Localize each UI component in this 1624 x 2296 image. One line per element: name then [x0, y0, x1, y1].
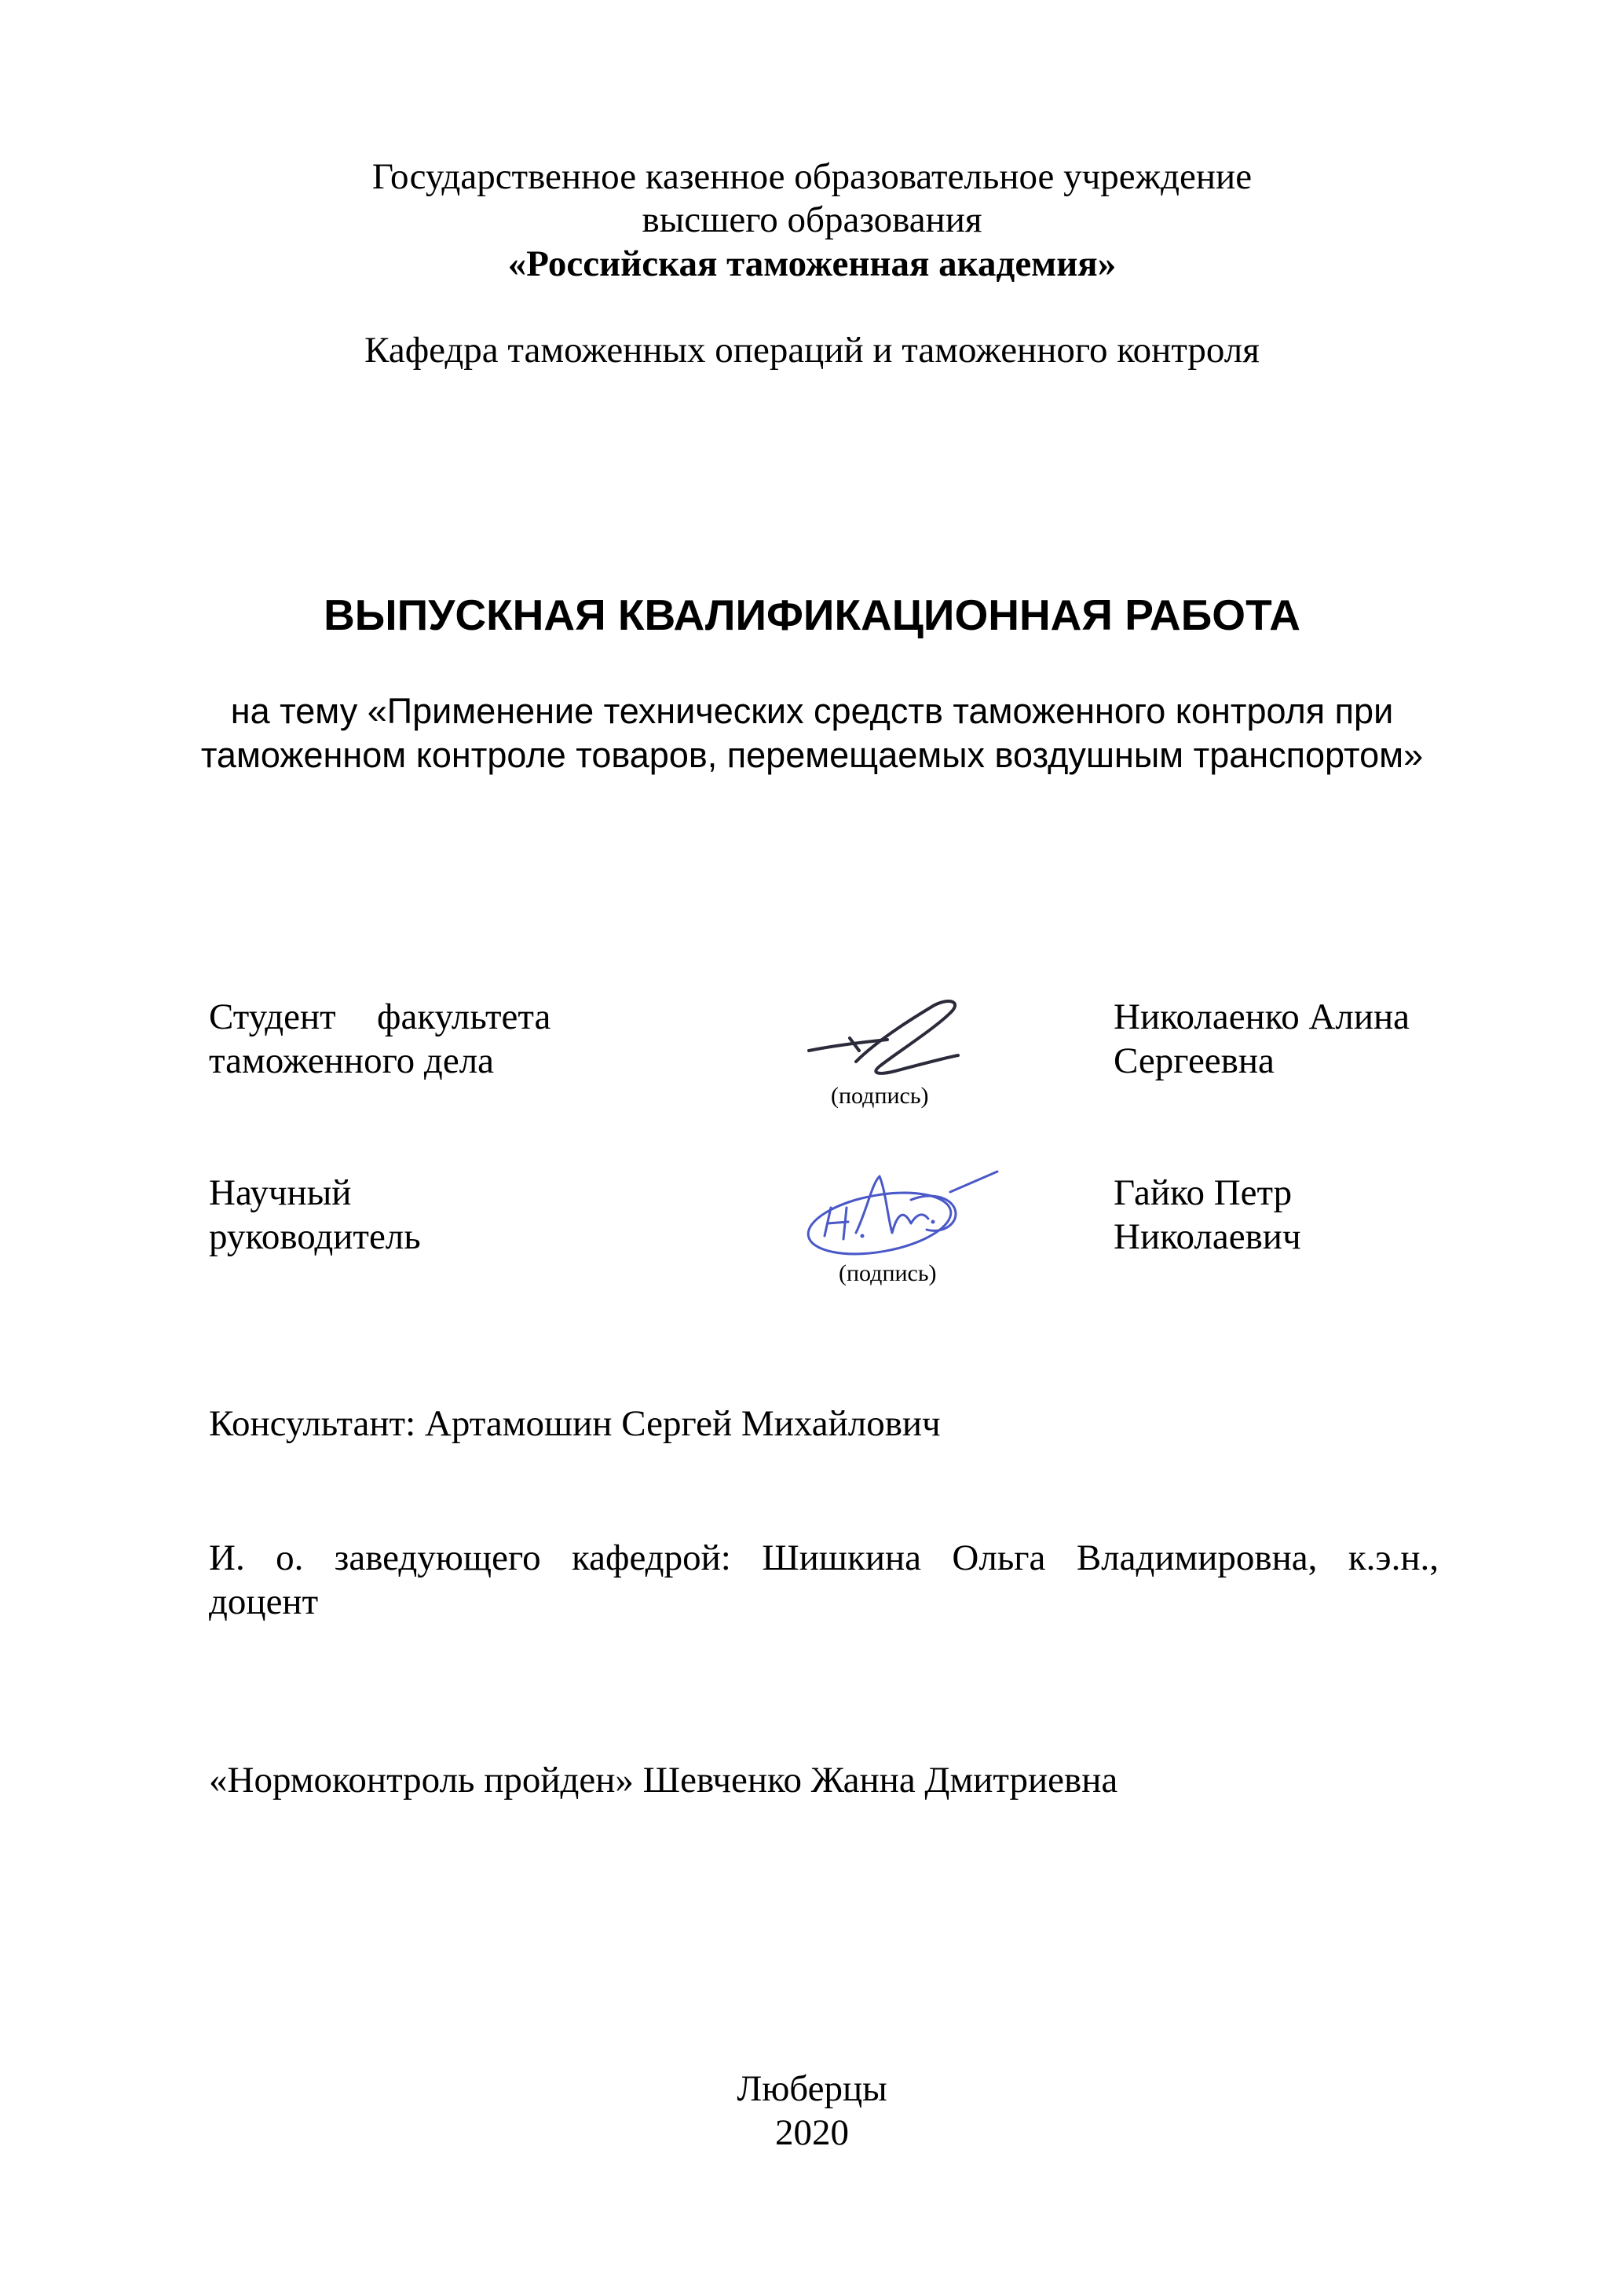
consultant-line: Консультант: Артамошин Сергей Михайлович	[209, 1403, 941, 1444]
topic-line-1: на тему «Применение технических средств таможенного контроля при	[230, 691, 1394, 731]
hod-word: кафедрой:	[572, 1537, 731, 1578]
hod-word: заведующего	[334, 1537, 541, 1578]
student-signature-caption: (подпись)	[831, 1083, 929, 1109]
institution-line-1: Государственное казенное образовательное учреждение	[371, 156, 1253, 197]
student-name-line-1: Николаенко Алина	[1114, 996, 1410, 1037]
city: Люберцы	[737, 2068, 887, 2109]
department-name: Кафедра таможенных операций и таможенного контроля	[364, 330, 1260, 371]
supervisor-name-line-1: Гайко Петр	[1114, 1172, 1293, 1213]
student-role-word-1: Студент	[209, 996, 336, 1037]
hod-word: о.	[276, 1537, 304, 1578]
work-title: ВЫПУСКНАЯ КВАЛИФИКАЦИОННАЯ РАБОТА	[324, 590, 1300, 639]
head-of-department-line-1	[209, 1536, 1439, 1580]
student-name-line-2: Сергеевна	[1114, 1040, 1275, 1081]
student-signature	[801, 991, 974, 1077]
supervisor-signature-caption: (подпись)	[839, 1260, 937, 1286]
supervisor-role-line-2: руководитель	[209, 1216, 421, 1257]
student-role-word-2: факультета	[377, 996, 551, 1037]
supervisor-role-line-1: Научный	[209, 1172, 352, 1213]
student-role-line-2: таможенного дела	[209, 1040, 495, 1081]
hod-word: к.э.н.,	[1348, 1537, 1439, 1578]
normcontrol-line: «Нормоконтроль пройден» Шевченко Жанна Дмитриевна	[209, 1760, 1118, 1801]
institution-line-2: высшего образования	[642, 199, 982, 240]
hod-word: Шишкина	[762, 1537, 921, 1578]
supervisor-signature	[793, 1161, 1005, 1270]
hod-word: Владимировна,	[1076, 1537, 1318, 1578]
supervisor-name-line-2: Николаевич	[1114, 1216, 1301, 1257]
topic-line-2: таможенном контроле товаров, перемещаемых воздушным транспортом»	[200, 735, 1424, 775]
academy-name: «Российская таможенная академия»	[507, 243, 1117, 284]
hod-word: Ольга	[952, 1537, 1046, 1578]
head-of-department-line-2: доцент	[209, 1581, 319, 1622]
year: 2020	[775, 2112, 849, 2153]
hod-word: И.	[209, 1537, 245, 1578]
